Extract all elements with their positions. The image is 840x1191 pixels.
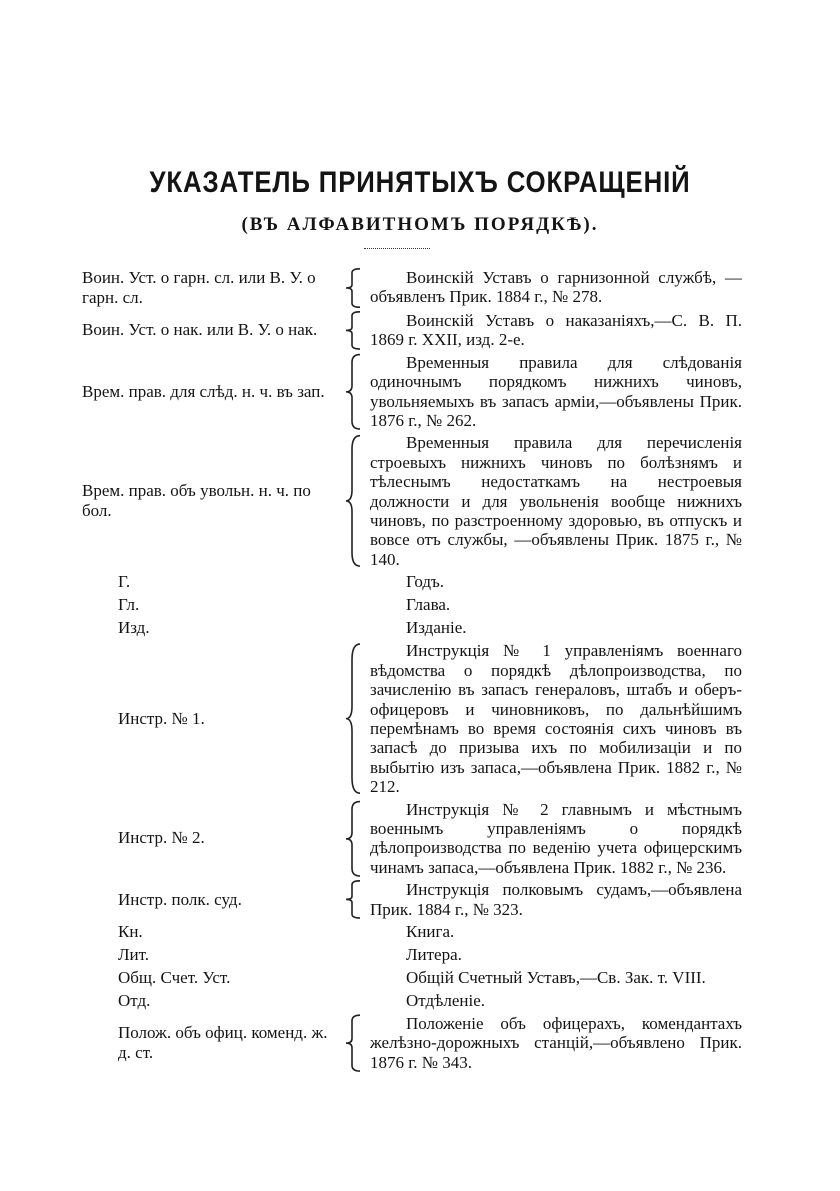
brace-icon (344, 880, 364, 919)
definition: Временныя правила для перечисленія строевыхъ нижнихъ чиновъ по болѣзнямъ и тѣлеснымъ недостаткамъ на нестроевыя должности и для увольненія вообще нижнихъ чиновъ, по разстроенному здоровью, въ отпускъ и вовсе отъ службы, —объявлены Прик. 1875 г., № 140. (370, 433, 742, 569)
list-item (0, 922, 840, 942)
definition: Инструкція № 1 управленіямъ военнаго вѣдомства о порядкѣ дѣлопроизводства, по зачисленію въ запасъ генераловъ, штабъ и оберъ-офицеровъ и чиновниковъ, по дальнѣйшимъ перемѣнамъ во время состоянія сихъ чиновъ въ запасѣ до призыва ихъ по мобилизаціи и по выбытію изъ запаса,—объявлена Прик. 1882 г., № 212. (370, 641, 742, 797)
list-item (0, 880, 840, 919)
list-item (0, 1014, 840, 1072)
definition: Воинскій Уставъ о наказаніяхъ,—С. В. П. 1869 г. XXII, изд. 2-е. (370, 311, 742, 350)
definition: Глава. (406, 595, 451, 615)
abbreviation: Инстр. № 1. (118, 708, 205, 728)
abbreviation: Кн. (118, 921, 143, 941)
abbreviation: Общ. Счет. Уст. (118, 967, 231, 987)
abbreviation: Лит. (118, 944, 150, 964)
abbreviation: Изд. (118, 618, 150, 638)
list-item (0, 353, 840, 431)
definition: Воинскій Уставъ о гарнизонной службѣ, —объявленъ Прик. 1884 г., № 278. (370, 268, 742, 307)
definition: Инструкція № 2 главнымъ и мѣстнымъ военнымъ управленіямъ о порядкѣ дѣлопроизводства по веденію учета офицерскимъ чинамъ запаса,—объявлена Прик. 1882 г., № 236. (370, 799, 742, 877)
definition: Годъ. (406, 572, 445, 592)
brace-icon (344, 641, 364, 796)
definition: Общій Счетный Уставъ,—Св. Зак. т. VIII. (406, 967, 706, 987)
abbreviation: Инстр. № 2. (118, 828, 205, 848)
list-item (0, 618, 840, 638)
list-item (0, 572, 840, 592)
list-item (0, 641, 840, 796)
definition: Положеніе объ офицерахъ, комендантахъ желѣзно-дорожныхъ станцій,—объявлено Прик. 1876 г. № 343. (370, 1013, 742, 1072)
page-subtitle: (ВЪ АЛФАВИТНОМЪ ПОРЯДКѢ). (241, 214, 599, 235)
abbreviation: Г. (118, 572, 131, 592)
abbreviation-list (0, 268, 840, 1075)
brace-icon (344, 800, 364, 878)
list-item (0, 968, 840, 988)
definition: Литера. (406, 944, 462, 964)
abbreviation: Отд. (118, 990, 151, 1010)
abbreviation: Воин. Уст. о нак. или В. У. о нак. (82, 320, 318, 340)
abbreviation: Врем. прав. для слѣд. н. ч. въ зап. (82, 381, 325, 401)
definition: Отдѣленіе. (406, 990, 486, 1010)
abbreviation: Гл. (118, 595, 140, 615)
brace-icon (344, 1014, 364, 1072)
abbreviation: Воин. Уст. о гарн. сл. или В. У. о гарн. сл. (82, 268, 316, 307)
brace-icon (344, 311, 364, 350)
abbreviation: Врем. прав. объ увольн. н. ч. по бол. (82, 481, 311, 521)
definition: Книга. (406, 921, 455, 941)
dotted-divider (364, 248, 430, 249)
abbreviation: Инстр. полк. суд. (118, 889, 242, 909)
list-item (0, 945, 840, 965)
list-item (0, 311, 840, 350)
definition: Инструкція полковымъ судамъ,—объявлена Прик. 1884 г., № 323. (370, 880, 742, 919)
brace-icon (344, 433, 364, 569)
list-item (0, 595, 840, 615)
list-item (0, 991, 840, 1011)
list-item (0, 268, 840, 308)
list-item (0, 433, 840, 569)
brace-icon (344, 353, 364, 431)
page-title: УКАЗАТЕЛЬ ПРИНЯТЫХЪ СОКРАЩЕНІЙ (149, 166, 691, 199)
definition: Изданіе. (406, 618, 467, 638)
definition: Временныя правила для слѣдованія одиночнымъ порядкомъ нижнихъ чиновъ, увольняемыхъ въ запасъ арміи,—объявлены Прик. 1876 г., № 262. (370, 352, 742, 431)
brace-icon (344, 268, 364, 308)
abbreviation: Полож. объ офиц. коменд. ж. д. ст. (118, 1023, 328, 1063)
list-item (0, 800, 840, 878)
